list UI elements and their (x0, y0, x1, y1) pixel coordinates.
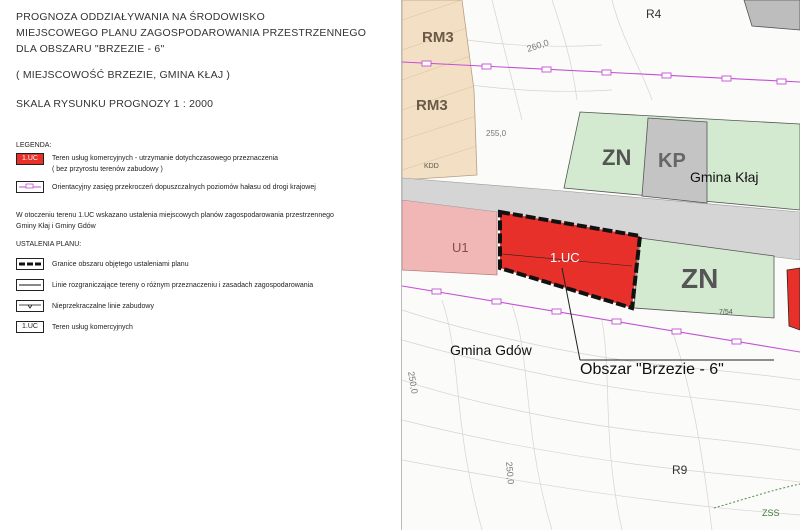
title-line-4: ( MIEJSCOWOŚĆ BRZEZIE, GMINA KŁAJ ) (16, 69, 231, 81)
legend-title: LEGENDA: (16, 142, 52, 149)
lines-legend-desc: Linie rozgraniczające tereny o różnym przeznaczeniu i zasadach zagospodarowania (52, 282, 314, 289)
zn-top-label: ZN (602, 145, 632, 170)
u1-zone (402, 200, 497, 275)
scale-label: SKALA RYSUNKU PROGNOZY 1 : 2000 (16, 98, 214, 110)
contour-250a-label: 250,0 (406, 370, 420, 395)
map-panel (402, 0, 800, 530)
contour-260-label: 260,0 (525, 37, 551, 54)
r9-label: R9 (672, 463, 688, 477)
zn-right-label: ZN (681, 263, 719, 294)
rm3-zone (402, 0, 477, 180)
uc-label: 1.UC (550, 250, 580, 265)
kdd-label: KDD (424, 163, 439, 170)
gmina-klaj-label: Gmina Kłaj (690, 169, 759, 185)
building-block (744, 0, 800, 30)
uc-box-desc: Teren usług komercyjnych (52, 324, 133, 331)
title-line-3: DLA OBSZARU "BRZEZIE - 6" (16, 43, 165, 55)
adjacent-red-strip (787, 268, 800, 330)
boundary-legend-swatch (16, 258, 44, 270)
uc-box-swatch: 1.UC (16, 321, 44, 333)
context-line-1: W otoczeniu terenu 1.UC wskazano ustalenia miejscowych planów zagospodarowania przestrzennego (16, 212, 334, 219)
map-canvas (402, 0, 800, 530)
panel-divider (401, 0, 402, 530)
uc-legend-desc-1: Teren usług komercyjnych - utrzymanie dotychczasowego przeznaczenia (52, 155, 279, 162)
uc-legend-desc-2: ( bez przyrostu terenów zabudowy ) (52, 166, 163, 173)
r4-label: R4 (646, 7, 662, 21)
title-line-1: PROGNOZA ODDZIAŁYWANIA NA ŚRODOWISKO (16, 11, 265, 23)
lot-label: 7/54 (719, 309, 733, 316)
title-line-2: MIEJSCOWEGO PLANU ZAGOSPODAROWANIA PRZESTRZENNEGO (16, 27, 367, 39)
kp-label: KP (658, 150, 686, 172)
contour-250b-label: 250,0 (504, 461, 516, 485)
lines-legend-swatch (16, 279, 44, 291)
building-line-legend-desc: Nieprzekraczalne linie zabudowy (52, 303, 154, 310)
plan-title: USTALENIA PLANU: (16, 241, 82, 248)
rm3-top-label: RM3 (422, 29, 454, 46)
u1-label: U1 (452, 240, 469, 255)
building-line-legend-swatch (16, 300, 44, 312)
noise-legend-swatch (16, 181, 44, 193)
zss-label: ZSS (762, 508, 780, 518)
uc-legend-swatch: 1.UC (16, 153, 44, 165)
obszar-label: Obszar "Brzezie - 6" (580, 361, 724, 378)
rm3-mid-label: RM3 (416, 97, 448, 114)
boundary-legend-desc: Granice obszaru objętego ustaleniami planu (52, 261, 189, 268)
contour-255-label: 255,0 (486, 129, 507, 138)
noise-legend-desc: Orientacyjny zasięg przekroczeń dopuszczalnych poziomów hałasu od drogi krajowej (52, 184, 316, 191)
context-line-2: Gminy Kłaj i Gminy Gdów (16, 223, 96, 230)
gmina-gdow-label: Gmina Gdów (450, 342, 532, 358)
